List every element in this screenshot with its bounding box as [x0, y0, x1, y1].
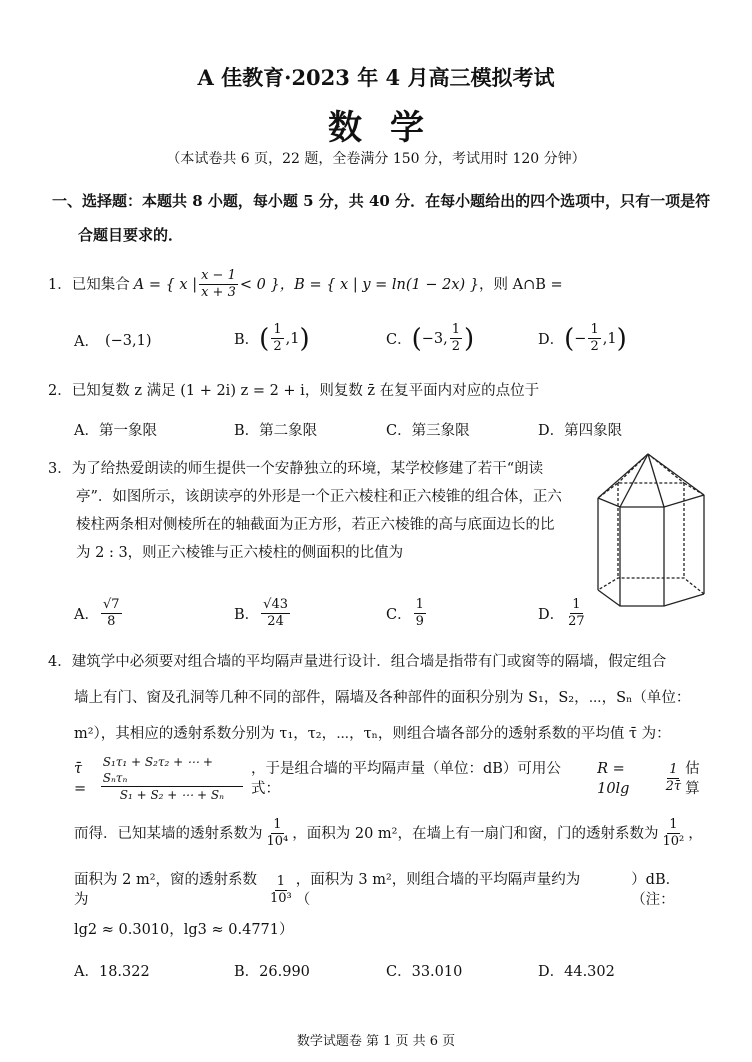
question-1: [48, 268, 708, 301]
q1-option-b-frac: [271, 322, 283, 355]
q1-text-a: 已知集合: [71, 276, 130, 293]
q3-line3: 棱柱两条相对侧棱所在的轴截面为正方形，若正六棱锥的高与底面边长的比: [76, 517, 555, 533]
q1-option-d-num: 1: [590, 322, 599, 337]
q4-formula2-frac: [664, 762, 683, 795]
exam-title: A 佳教育·2023 年 4 月高三模拟考试: [197, 65, 555, 90]
section-heading-line1: 一、选择题：本题共 8 小题，每小题 5 分，共 40 分．在每小题给出的四个选项中，只有一项是符: [52, 192, 711, 210]
q1-option-b: B． ( $\frac{1}{2}$ ,1 ): [234, 322, 310, 354]
q4-formula2-den: 2τ̄: [665, 779, 682, 794]
q4-door-frac: [661, 817, 687, 850]
q1-option-c: C． ( −3, $\frac{1}{2}$ ): [386, 322, 475, 354]
q3-option-c-num: 1: [415, 597, 424, 612]
q4-formula2-num: 1: [669, 762, 678, 777]
question-3: [48, 455, 588, 567]
q3-option-b-den: 24: [267, 614, 284, 629]
q1-frac-num: x − 1: [201, 268, 236, 283]
q3-option-d-den: 27: [568, 614, 585, 629]
q3-option-a-frac: [101, 597, 122, 630]
q1-option-b-tail: ,1: [285, 330, 300, 347]
q3-option-a: [74, 597, 124, 630]
q3-option-d-num: 1: [572, 597, 581, 612]
q1-setA-prefix: A = { x |: [133, 276, 198, 293]
q3-option-c-den: 9: [415, 614, 424, 629]
q4-line5-a: 而得．已知某墙的透射系数为: [74, 825, 263, 842]
q1-setB: ，B = { x | y = ln(1 − 2x) }: [279, 276, 480, 293]
q3-option-c-label: C．: [386, 607, 412, 623]
q1-fraction: [199, 268, 238, 301]
q4-formula2-lhs: R = 10lg: [597, 760, 630, 797]
q2-text: 已知复数 z 满足 (1 + 2i) z = 2 + i，则复数 z̄ 在复平面内对应的点位于: [71, 383, 540, 399]
q2-option-b: B．第二象限: [234, 423, 318, 439]
q1-option-c-frac: [450, 322, 462, 355]
q4-line4-mid: ，于是组合墙的平均隔声量（单位：dB）可用公式：: [250, 760, 561, 797]
q1-setA-suffix: < 0 }: [239, 276, 280, 293]
q3-option-b-num: √43: [263, 597, 288, 612]
q1-option-c-den: 2: [451, 339, 461, 354]
q4-line7: lg2 ≈ 0.3010，lg3 ≈ 0.4771）: [74, 922, 294, 938]
q4-line5-c: ，: [688, 825, 703, 842]
q4-door-num: 1: [669, 817, 678, 832]
q4-number: 4．: [48, 654, 72, 670]
q4-line1: 建筑学中必须要对组合墙的平均隔声量进行设计．组合墙是指带有门或窗等的隔墙，假定组合: [71, 654, 667, 670]
q1-option-d: D． ( − $\frac{1}{2}$ ,1 ): [538, 322, 627, 354]
q1-option-a-label: A．: [74, 334, 99, 350]
q4-option-c: C．33.010: [386, 964, 463, 980]
q4-window-num: 1: [276, 873, 286, 889]
q1-option-c-head: −3,: [421, 330, 448, 347]
q4-option-b: B．26.990: [234, 964, 310, 980]
q3-option-a-num: √7: [102, 597, 120, 612]
q4-line6-a: 面积为 2 m²，窗的透射系数为: [74, 872, 258, 908]
q4-line6-b: ，面积为 3 m²，则组合墙的平均隔声量约为（: [295, 872, 581, 908]
q4-window-den: 10³: [270, 890, 292, 906]
q4-line4-tail: 估算: [685, 760, 700, 797]
subject-title: 数学: [328, 108, 452, 148]
q4-line5-b: ，面积为 20 m²，在墙上有一扇门和窗，门的透射系数为: [292, 825, 659, 842]
q1-text-b: ，则 A∩B =: [479, 276, 563, 293]
q1-option-d-head: −: [574, 330, 587, 347]
q1-option-b-den: 2: [273, 339, 282, 354]
q1-option-c-num: 1: [451, 322, 461, 337]
q4-option-a: A．18.322: [74, 964, 150, 980]
q4-line3: m²），其相应的透射系数分别为 τ₁，τ₂，⋯，τₙ，则组合墙各部分的透射系数的平均值 τ̄ 为：: [74, 726, 671, 742]
q3-option-d-label: D．: [538, 607, 565, 623]
q1-option-d-frac: [588, 322, 600, 355]
q4-wall-num: 1: [273, 817, 282, 832]
q4-wall-frac: [265, 817, 291, 850]
q4-formula-num: S₁τ₁ + S₂τ₂ + ⋯ + Sₙτₙ: [101, 754, 243, 787]
q1-option-c-label: C．: [386, 332, 412, 348]
q3-line4: 为 2 : 3，则正六棱锥与正六棱柱的侧面积的比值为: [76, 545, 404, 561]
q2-option-d: D．第四象限: [538, 423, 623, 439]
q4-line6-c: ）dB．（注：: [631, 872, 681, 908]
q1-option-a: [74, 330, 152, 351]
q1-option-d-label: D．: [538, 332, 565, 348]
q4-formula-line: [74, 754, 714, 803]
question-4-line1: [48, 652, 708, 672]
q3-number: 3．: [48, 461, 72, 477]
q1-option-b-label: B．: [234, 332, 260, 348]
q3-option-c-frac: [414, 597, 426, 630]
exam-meta: （本试卷共 6 页，22 题，全卷满分 150 分，考试用时 120 分钟）: [166, 151, 586, 167]
q3-option-b-label: B．: [234, 607, 260, 623]
section-heading: [52, 184, 712, 252]
q1-option-d-den: 2: [590, 339, 599, 354]
pavilion-figure: [592, 450, 714, 614]
q4-window-frac: [268, 874, 294, 907]
q1-frac-den: x + 3: [201, 285, 236, 300]
q3-option-a-label: A．: [74, 607, 99, 623]
q3-option-a-den: 8: [107, 614, 116, 629]
section-heading-line2: 合题目要求的．: [78, 226, 184, 244]
q1-option-d-tail: ,1: [602, 330, 617, 347]
q2-number: 2．: [48, 383, 72, 399]
q3-line1: 为了给热爱朗读的师生提供一个安静独立的环境，某学校修建了若干“朗读: [71, 461, 544, 477]
q3-option-b: [234, 597, 292, 630]
q4-door-den: 10²: [662, 834, 685, 849]
q3-option-b-frac: [261, 597, 290, 630]
q3-option-d-frac: [566, 597, 587, 630]
q4-wall-den: 10⁴: [266, 834, 289, 849]
q4-option-d: D．44.302: [538, 964, 615, 980]
q3-option-d: [538, 597, 589, 630]
page-footer: 数学试题卷 第 1 页 共 6 页: [296, 1034, 456, 1049]
q4-line6: [74, 870, 714, 910]
q1-option-a-value: (−3,1): [104, 332, 152, 349]
q4-formula-den: S₁ + S₂ + ⋯ + Sₙ: [119, 788, 224, 802]
q4-formula-frac: [101, 754, 243, 803]
q3-option-c: [386, 597, 428, 630]
q1-number: 1．: [48, 276, 72, 293]
q4-line2: 墙上有门、窗及孔洞等几种不同的部件，隔墙及各种部件的面积分别为 S₁，S₂，⋯，Sₙ（单位：: [74, 690, 691, 706]
q3-line2: 亭”．如图所示，该朗读亭的外形是一个正六棱柱和正六棱锥的组合体，正六: [76, 489, 562, 505]
q2-option-c: C．第三象限: [386, 423, 470, 439]
q2-option-a: A．第一象限: [74, 423, 157, 439]
q4-line5: [74, 817, 714, 850]
question-2: [48, 381, 708, 401]
q4-formula-lhs: τ̄ =: [74, 760, 87, 797]
q1-option-b-num: 1: [273, 322, 282, 337]
